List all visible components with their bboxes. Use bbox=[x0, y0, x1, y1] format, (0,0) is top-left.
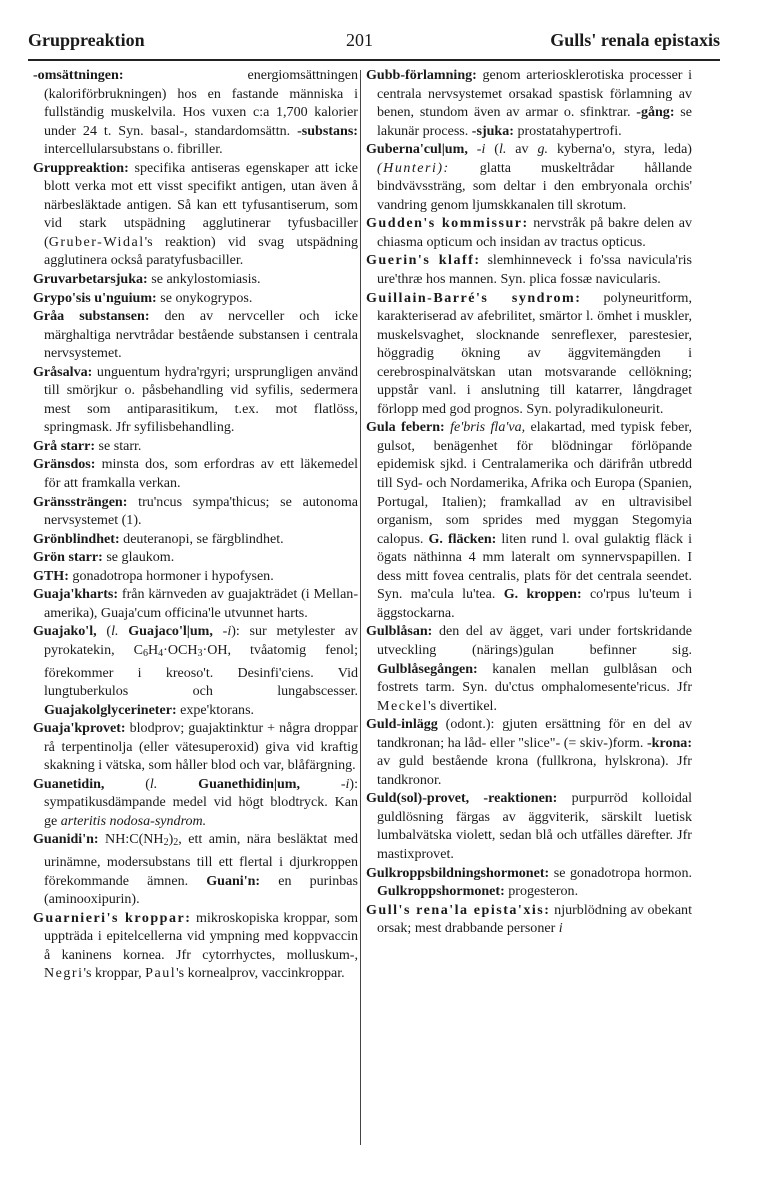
entry-headword: Guaja'kharts: bbox=[33, 586, 119, 603]
dictionary-entry bbox=[33, 159, 358, 270]
entry-text: progesteron. bbox=[504, 883, 579, 900]
entry-text: g. bbox=[537, 141, 549, 158]
entry-headword: 6 bbox=[143, 647, 149, 659]
entry-headword: Gula febern: bbox=[366, 419, 445, 436]
entry-text: (odont.): gjuten ersättning för en del av tandkronan; ha låd- eller "slice"- (= skiv-)form. bbox=[377, 716, 692, 751]
entry-text: 's kornealprov, vaccinkroppar. bbox=[176, 965, 345, 982]
entry-text: i bbox=[227, 623, 232, 640]
dictionary-entry bbox=[366, 140, 692, 214]
entry-text: - bbox=[467, 141, 482, 158]
dictionary-entry bbox=[33, 455, 358, 492]
entry-headword: -gång: bbox=[636, 104, 675, 121]
entry-text: i bbox=[558, 920, 563, 937]
entry-text: kyberna'o, styra, leda) bbox=[548, 141, 692, 158]
entry-text: ): sur metylester av pyrokatekin, C bbox=[44, 623, 358, 658]
entry-text: - bbox=[300, 775, 346, 792]
entry-text: glatta muskeltrådar hållande bindvävssträng, som deltar i den embryonala orchis' vandring genom ljumskkanalen till skrotum. bbox=[377, 159, 692, 213]
entry-headword: Gudden's kommissur: bbox=[366, 215, 529, 232]
dictionary-entry bbox=[366, 66, 692, 140]
entry-text: en purinbas (aminooxipurin). bbox=[44, 872, 358, 908]
entry-text: ): sympatikusdämpande medel vid högt blodtryck. Kan ge bbox=[44, 775, 358, 829]
header-rule bbox=[28, 59, 720, 61]
dictionary-entry bbox=[366, 289, 692, 419]
entry-headword: Gränssträngen: bbox=[33, 493, 128, 510]
entry-headword: Guaja'kprovet: bbox=[33, 720, 126, 737]
entry-headword: -krona: bbox=[646, 734, 692, 751]
entry-text: njurblödning av obekant orsak; mest drabbande personer bbox=[377, 901, 692, 937]
entry-text: fe'bris fla'va, bbox=[450, 419, 526, 436]
entry-text: - bbox=[212, 623, 228, 640]
dictionary-entry bbox=[33, 548, 358, 567]
header-first-entry: Gruppreaktion bbox=[28, 30, 145, 50]
entry-text: NH:C(NH bbox=[98, 831, 164, 848]
entry-headword: Guanethidin|um, bbox=[198, 775, 301, 792]
entry-text: ( bbox=[96, 623, 112, 640]
entry-text: intercellularsubstans o. fibriller. bbox=[44, 141, 223, 158]
running-header bbox=[28, 30, 720, 60]
entry-text: se onykogrypos. bbox=[156, 289, 253, 306]
entry-text: Paul bbox=[145, 965, 177, 982]
dictionary-entry bbox=[33, 585, 358, 622]
entry-headword: Guajaco'l|um, bbox=[128, 623, 213, 640]
entry-text: (Hunteri): bbox=[377, 159, 450, 176]
entry-headword: GTH: bbox=[33, 567, 69, 584]
entry-headword: Guajako'l, bbox=[33, 623, 97, 640]
entry-text: i bbox=[481, 141, 486, 158]
entry-text: 's reaktion) vid svag utspädning agglutinera också paratyfusbaciller. bbox=[44, 233, 358, 269]
entry-headword: Guajakolglycerineter: bbox=[44, 701, 177, 718]
entry-text: 's kroppar, bbox=[83, 965, 146, 982]
dictionary-entry bbox=[33, 909, 358, 983]
entry-headword: -sjuka: bbox=[471, 122, 514, 139]
entry-headword: Gulkroppsbildningshormonet: bbox=[366, 864, 550, 881]
dictionary-entry bbox=[33, 567, 358, 586]
entry-text: l. bbox=[498, 141, 507, 158]
entry-text: co'rpus lu'teum i äggstockarna. bbox=[377, 586, 692, 621]
entry-text: , ett amin, nära besläktat med urinämne, modersubstans till ett flertal i djurkroppen förekommande ämnen. bbox=[44, 831, 358, 889]
entry-text: gonadotropa hormoner i hypofysen. bbox=[68, 567, 274, 584]
entry-text: arteritis nodosa-syndrom. bbox=[60, 812, 207, 829]
dictionary-entry bbox=[366, 789, 692, 863]
entry-text: unguentum hydra'rgyri; ursprungligen använd till smörjkur o. påsbehandling vid syfilis, sedermera mest som antiparasitikum, t.ex. mot flatlöss, springmask. Jfr syfilisbehandling. bbox=[44, 363, 358, 436]
entry-headword: Guanidi'n: bbox=[33, 831, 99, 848]
entry-headword: Guani'n: bbox=[206, 872, 261, 889]
entry-text: kanalen mellan gulblåsan och fostrets tarm. Syn. du'ctus omphalomesente'ricus. Jfr bbox=[377, 660, 692, 696]
dictionary-entry bbox=[33, 437, 358, 456]
entry-text: purpurröd kolloidal guldlösning färgas av äggviterik, särskilt luetisk lumbalvätska violett, sedan blå och utfälles därefter. Jfr mastixprovet. bbox=[377, 790, 693, 862]
entry-headword: 3 bbox=[197, 647, 203, 659]
entry-headword: G. kroppen: bbox=[503, 586, 582, 603]
entry-text bbox=[118, 623, 128, 639]
entry-text: tru'ncus sympa'thicus; se autonoma nervsystemet (1). bbox=[44, 493, 358, 529]
dictionary-entry bbox=[33, 363, 358, 437]
entry-headword: 2 bbox=[163, 837, 169, 849]
entry-headword: -substans: bbox=[297, 122, 358, 139]
entry-headword: Grönblindhet: bbox=[33, 530, 120, 547]
entry-text: expe'ktorans. bbox=[176, 701, 255, 718]
entry-text: av guld bestående krona (fullkrona, hylskrona). Jfr tandkronor. bbox=[377, 753, 692, 788]
dictionary-entry bbox=[33, 775, 358, 831]
entry-text: den del av ägget, vari under fortskridande utveckling (närings)gulan befinner sig. bbox=[377, 623, 692, 658]
entry-text: i bbox=[345, 775, 350, 792]
dictionary-entry bbox=[366, 251, 692, 288]
entry-text: från kärnveden av guajakträdet (i Mellan-amerika), Guaja'cum officina'le utvunnet harts. bbox=[44, 586, 358, 621]
entry-text: slemhinneveck i fo'ssa navicula'ris ure'thræ hos mannen. Syn. plica fossæ navicularis. bbox=[377, 252, 693, 288]
entry-text: ·OCH bbox=[163, 641, 198, 658]
dictionary-entry bbox=[33, 530, 358, 549]
entry-headword: Guberna'cul|um, bbox=[366, 141, 468, 158]
entry-text: l. bbox=[111, 623, 119, 640]
dictionary-entry bbox=[33, 493, 358, 530]
entry-text: nervstråk på bakre delen av chiasma opticum och insidan av tractus opticus. bbox=[377, 215, 693, 250]
entry-text: ( bbox=[485, 141, 499, 158]
dictionary-entry bbox=[366, 715, 692, 789]
dictionary-entry bbox=[33, 66, 358, 159]
dictionary-entry bbox=[33, 830, 358, 908]
entry-text: elakartad, med typisk feber, gulsot, benägenhet för blödningar förlöpande epidemisk sjkd. i Centralamerika och därifrån utbredd till Syd- och Nordamerika, Afrika och Europa (Spanien, Portugal, Italien); framkallad av en ultravisibel organism, som sprides med myggan Stegomyia calopus. bbox=[377, 419, 692, 547]
entry-headword: G. fläcken: bbox=[428, 530, 497, 547]
entry-headword: Gruppreaktion: bbox=[33, 159, 129, 176]
entry-text: minsta dos, som erfordras av ett läkemedel för att framkalla verkan. bbox=[44, 456, 358, 492]
entry-text: Meckel bbox=[377, 697, 429, 714]
entry-text: se glaukom. bbox=[102, 549, 175, 566]
dictionary-entry bbox=[33, 270, 358, 289]
entry-text: specifika antiseras egenskaper att icke blott verka mot ett visst specifikt antigen, utan även å närbesläktade antigen. Så kan ett tyfusantiserum, som vid stark utspädning agglutinerar tyfusbaciller ( bbox=[44, 159, 358, 250]
entry-headword: -omsättningen: bbox=[33, 67, 124, 83]
entry-headword: Guarnieri's kroppar: bbox=[33, 909, 192, 926]
entry-text: se gonadotropa hormon. bbox=[549, 864, 692, 881]
entry-text: deuteranopi, se färgblindhet. bbox=[119, 530, 284, 547]
entry-headword: Guanetidin, bbox=[33, 775, 105, 792]
entry-text: polyneuritform, karakteriserad av afebrilitet, smärtor l. ömhet i muskler, muskelsvaghet, slocknande senreflexer, parestesier, höggradig ökning av äggvitemängden i cerebrospinalvätskan utan motsvarande cellökning; uppstår vanl. i anslutning till katarrer, långdraget förlopp med god prognos. Syn. polyradikuloneurit. bbox=[377, 289, 692, 417]
entry-headword: 2 bbox=[173, 837, 179, 849]
entry-text: av bbox=[506, 141, 538, 158]
entry-headword: Grå starr: bbox=[33, 437, 96, 454]
entry-text: prostatahypertrofi. bbox=[513, 122, 622, 139]
entry-text: mikroskopiska kroppar, som uppträda i epitelcellerna vid ympning med koppvaccin å kaninens kornea. Jfr cytorrhyctes, molluskum-, bbox=[44, 909, 358, 963]
entry-text: genom arteriosklerotiska processer i centrala nervsystemet orsakad spastisk förlamning av benen, stundom även av armar o. sfinktrar. bbox=[377, 67, 692, 121]
dictionary-entry bbox=[366, 418, 692, 622]
entry-text: ·OH, tvåatomig fenol; förekommer i kreoso't. Desinfi'ciens. Vid lungtuberkulos och lungabscesser. bbox=[44, 641, 358, 700]
entry-headword: Gråsalva: bbox=[33, 363, 93, 380]
dictionary-entry bbox=[366, 864, 692, 901]
dictionary-entry bbox=[33, 719, 358, 775]
entry-text: blodprov; guajaktinktur + några droppar rå terpentinolja (eller vätesuperoxid) giva vid kraftig skakning i vätska, som håller blod och var, blåfärgning. bbox=[44, 720, 358, 774]
entry-text: Gruber-Widal bbox=[48, 233, 145, 250]
entry-text bbox=[157, 776, 198, 792]
right-column bbox=[366, 66, 692, 938]
entry-headword: Grypo'sis u'nguium: bbox=[33, 289, 157, 306]
dictionary-entry bbox=[366, 214, 692, 251]
entry-text: ( bbox=[104, 775, 150, 792]
entry-headword: Gulkroppshormonet: bbox=[377, 883, 505, 900]
entry-text: H bbox=[148, 641, 159, 658]
left-column bbox=[33, 66, 358, 983]
entry-headword: Guld-inlägg bbox=[366, 716, 438, 733]
dictionary-entry bbox=[366, 901, 692, 938]
page-number: 201 bbox=[346, 30, 373, 50]
entry-text: energiomsättningen (kaloriförbrukningen) hos en fastande människa i fullständig muskelvila. Hos vuxen c:a 1,700 kalorier under 24 t. Syn. basal-, standardomsättn. bbox=[44, 67, 358, 139]
entry-headword: Gulblåsan: bbox=[366, 623, 433, 640]
entry-headword: Guld(sol)-provet, -reaktionen: bbox=[366, 790, 558, 807]
entry-headword: Gulblåsegången: bbox=[377, 660, 478, 677]
dictionary-entry bbox=[33, 622, 358, 719]
entry-text: 's divertikel. bbox=[428, 697, 497, 714]
entry-headword: Guerin's klaff: bbox=[366, 252, 481, 269]
entry-text: den av nervceller och icke märghaltiga nervtrådar bestående substansen i centrala nervsystemet. bbox=[44, 308, 358, 362]
entry-text: l. bbox=[149, 775, 158, 792]
entry-headword: Gull's rena'la epista'xis: bbox=[366, 901, 551, 918]
entry-text: se ankylostomiasis. bbox=[147, 271, 261, 288]
entry-text: liten rund l. oval gulaktig fläck i ögats näthinna 4 mm lateralt om synnervspapillen. I dess mitt fovea centralis, plats för det centrala seendet. Syn. ma'cula lu'tea. bbox=[377, 530, 692, 603]
entry-text: se lakunär process. bbox=[377, 104, 692, 139]
entry-headword: Grön starr: bbox=[33, 549, 103, 566]
entry-text: se starr. bbox=[95, 437, 142, 454]
dictionary-entry bbox=[366, 622, 692, 715]
entry-text: Negri bbox=[44, 965, 84, 982]
entry-headword: Gruvarbetarsjuka: bbox=[33, 271, 148, 288]
header-last-entry: Gulls' renala epistaxis bbox=[550, 30, 720, 50]
entry-headword: Gråa substansen: bbox=[33, 308, 150, 325]
dictionary-entry bbox=[33, 307, 358, 363]
entry-headword: Gränsdos: bbox=[33, 456, 96, 473]
entry-text: ) bbox=[168, 831, 174, 848]
dictionary-entry bbox=[33, 289, 358, 308]
entry-headword: Gubb-förlamning: bbox=[366, 67, 477, 83]
column-divider bbox=[360, 70, 361, 1145]
entry-headword: Guillain-Barré's syndrom: bbox=[366, 289, 582, 306]
entry-headword: 4 bbox=[158, 647, 164, 659]
